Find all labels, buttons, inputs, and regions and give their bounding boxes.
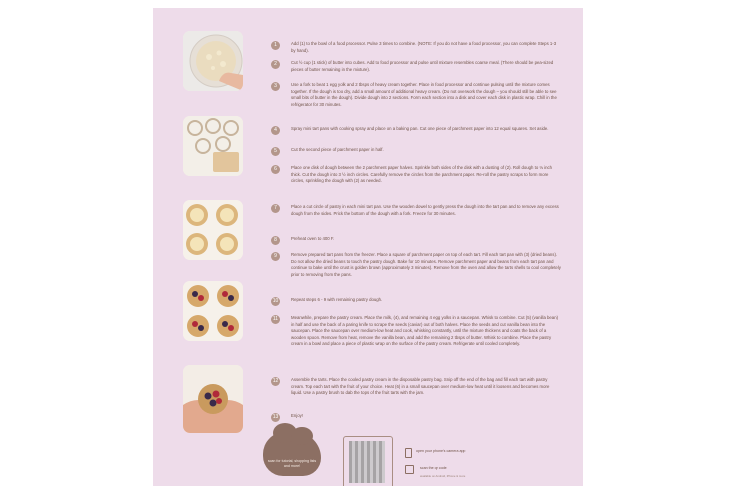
step-number: 3 [271,82,280,91]
step-number: 9 [271,252,280,261]
step-text: Spray mini tart pans with cooking spray and place on a baking pan. Cut one piece of parchment paper into 12 equal squares. Set aside. [291,126,549,131]
step-text: Preheat oven to 400 F. [291,236,335,241]
step-photo-2 [183,116,243,176]
step-photo-3 [183,200,243,260]
berry-tarts-image [183,281,243,341]
step-number: 1 [271,41,280,50]
qr-instruction-2: scan the qr code [420,466,447,470]
step-text: Place one disk of dough between the 2 parchment paper halves. Sprinkle both sides of the disk with a dusting of (2). Roll dough to ⅛ inch thick. Cut the dough into 3 ½ inch circles. Carefully remove the circles from the parchment paper. Re-roll the pastry scraps to form more circles, sprinkling the dough with (2) as needed. [291,165,553,184]
step-number: 13 [272,414,279,420]
phone-icon [405,448,412,458]
qr-instruction-1: open your phone's camera app [416,449,466,453]
step-text: Assemble the tarts. Place the cooled pastry cream in the disposable pastry bag. Snip off the end of the bag and fill each tart with pastry cream. Top each tart with the fruit of your choice. Heat (6) in a small saucepan over medium-low heat until it loosens and becomes more liquid. Use a pastry brush to dab the tops of the fruit tarts with the jam. [291,377,550,396]
step-number: 5 [271,147,280,156]
butter-flour-image [183,31,243,91]
step-number: 4 [271,126,280,135]
step-text: Cut ½ cup (1 stick) of butter into cubes. Add to food processor and pulse until mixture resembles coarse meal. (There should be pea-sized pieces of butter remaining in the mixture). [291,60,554,72]
step-photo-4 [183,281,243,341]
hands-tart-image [183,365,243,433]
recipe-page [153,8,583,486]
step-text: Enjoy! [291,413,303,418]
tart-pans-image [183,116,243,176]
step-number: 2 [271,60,280,69]
cloud-text: scan for tutorial, shopping lists and more! [267,459,317,468]
qr-subtext: available on Android, iPhone & more [420,474,466,478]
scan-icon [405,465,414,474]
qr-code[interactable] [349,441,385,483]
cream-tarts-image [183,200,243,260]
step-number: 11 [272,316,279,322]
step-text: Place a cut circle of pastry in each mini tart pan. Use the wooden dowel to gently press the dough into the tart pan and to remove any excess dough from the sides. Prick the bottom of the dough with a fork. Freeze for 30 minutes. [291,204,559,216]
step-number: 12 [272,378,279,384]
step-text: Use a fork to beat 1 egg yolk and 2 tbsps of heavy cream together. Place in food processor and continue pulsing until the mixture comes together. If the dough is too dry, add a small amount of additional heavy cream. (Do not overwork the dough – you should still be able to see small bits of butter in the dough). Divide dough into 2 sections. Form each section into a disk and cover each disk in plastic wrap. Chill in the refrigerator for 30 minutes. [291,82,557,107]
step-number: 8 [271,236,280,245]
step-photo-1 [183,31,243,91]
step-text: Remove prepared tart pans from the freezer. Place a square of parchment paper on top of each tart. Fill each tart pan with (3) (dried beans). Do not allow the dried beans to touch the pastry dough. Bake for 10 minutes. Remove parchment paper and beans from each tart pan and continue to bake until the crust is golden brown (approximately 3 minutes). Remove from the oven and allow the tarts shells to cool completely prior to removing from the pans. [291,252,561,277]
step-text: Meanwhile, prepare the pastry cream. Place the milk, (4), and remaining 4 egg yolks in a saucepan. Whisk to combine. Cut (5) (vanilla bean) in half and use the back of a paring knife to scrape the seeds (caviar) out of both halves. Place the seeds and cut vanilla bean into the saucepan. Place the saucepan over medium-low heat and cook, whisking constantly, until the mixture thickens and coats the back of a wooden spoon. Remove from heat, remove the vanilla bean, and add the remaining 2 tbsps of butter. Whisk to combine. Place the pastry cream in a bowl and place a piece of plastic wrap on the surface of the pastry cream. Refrigerate until cooled completely. [291,315,559,347]
tutorial-cloud-badge [263,432,321,476]
step-number: 6 [271,165,280,174]
step-number: 10 [272,298,279,304]
step-text: Cut the second piece of parchment paper in half. [291,147,384,152]
step-text: Add (1) to the bowl of a food processor. Pulse 3 times to combine. (NOTE: If you do not have a food processor, you can complete Steps 1-3 by hand). [291,41,557,53]
step-text: Repeat steps 6 - 9 with remaining pastry dough. [291,297,383,302]
step-number: 7 [271,204,280,213]
step-photo-5 [183,365,243,433]
